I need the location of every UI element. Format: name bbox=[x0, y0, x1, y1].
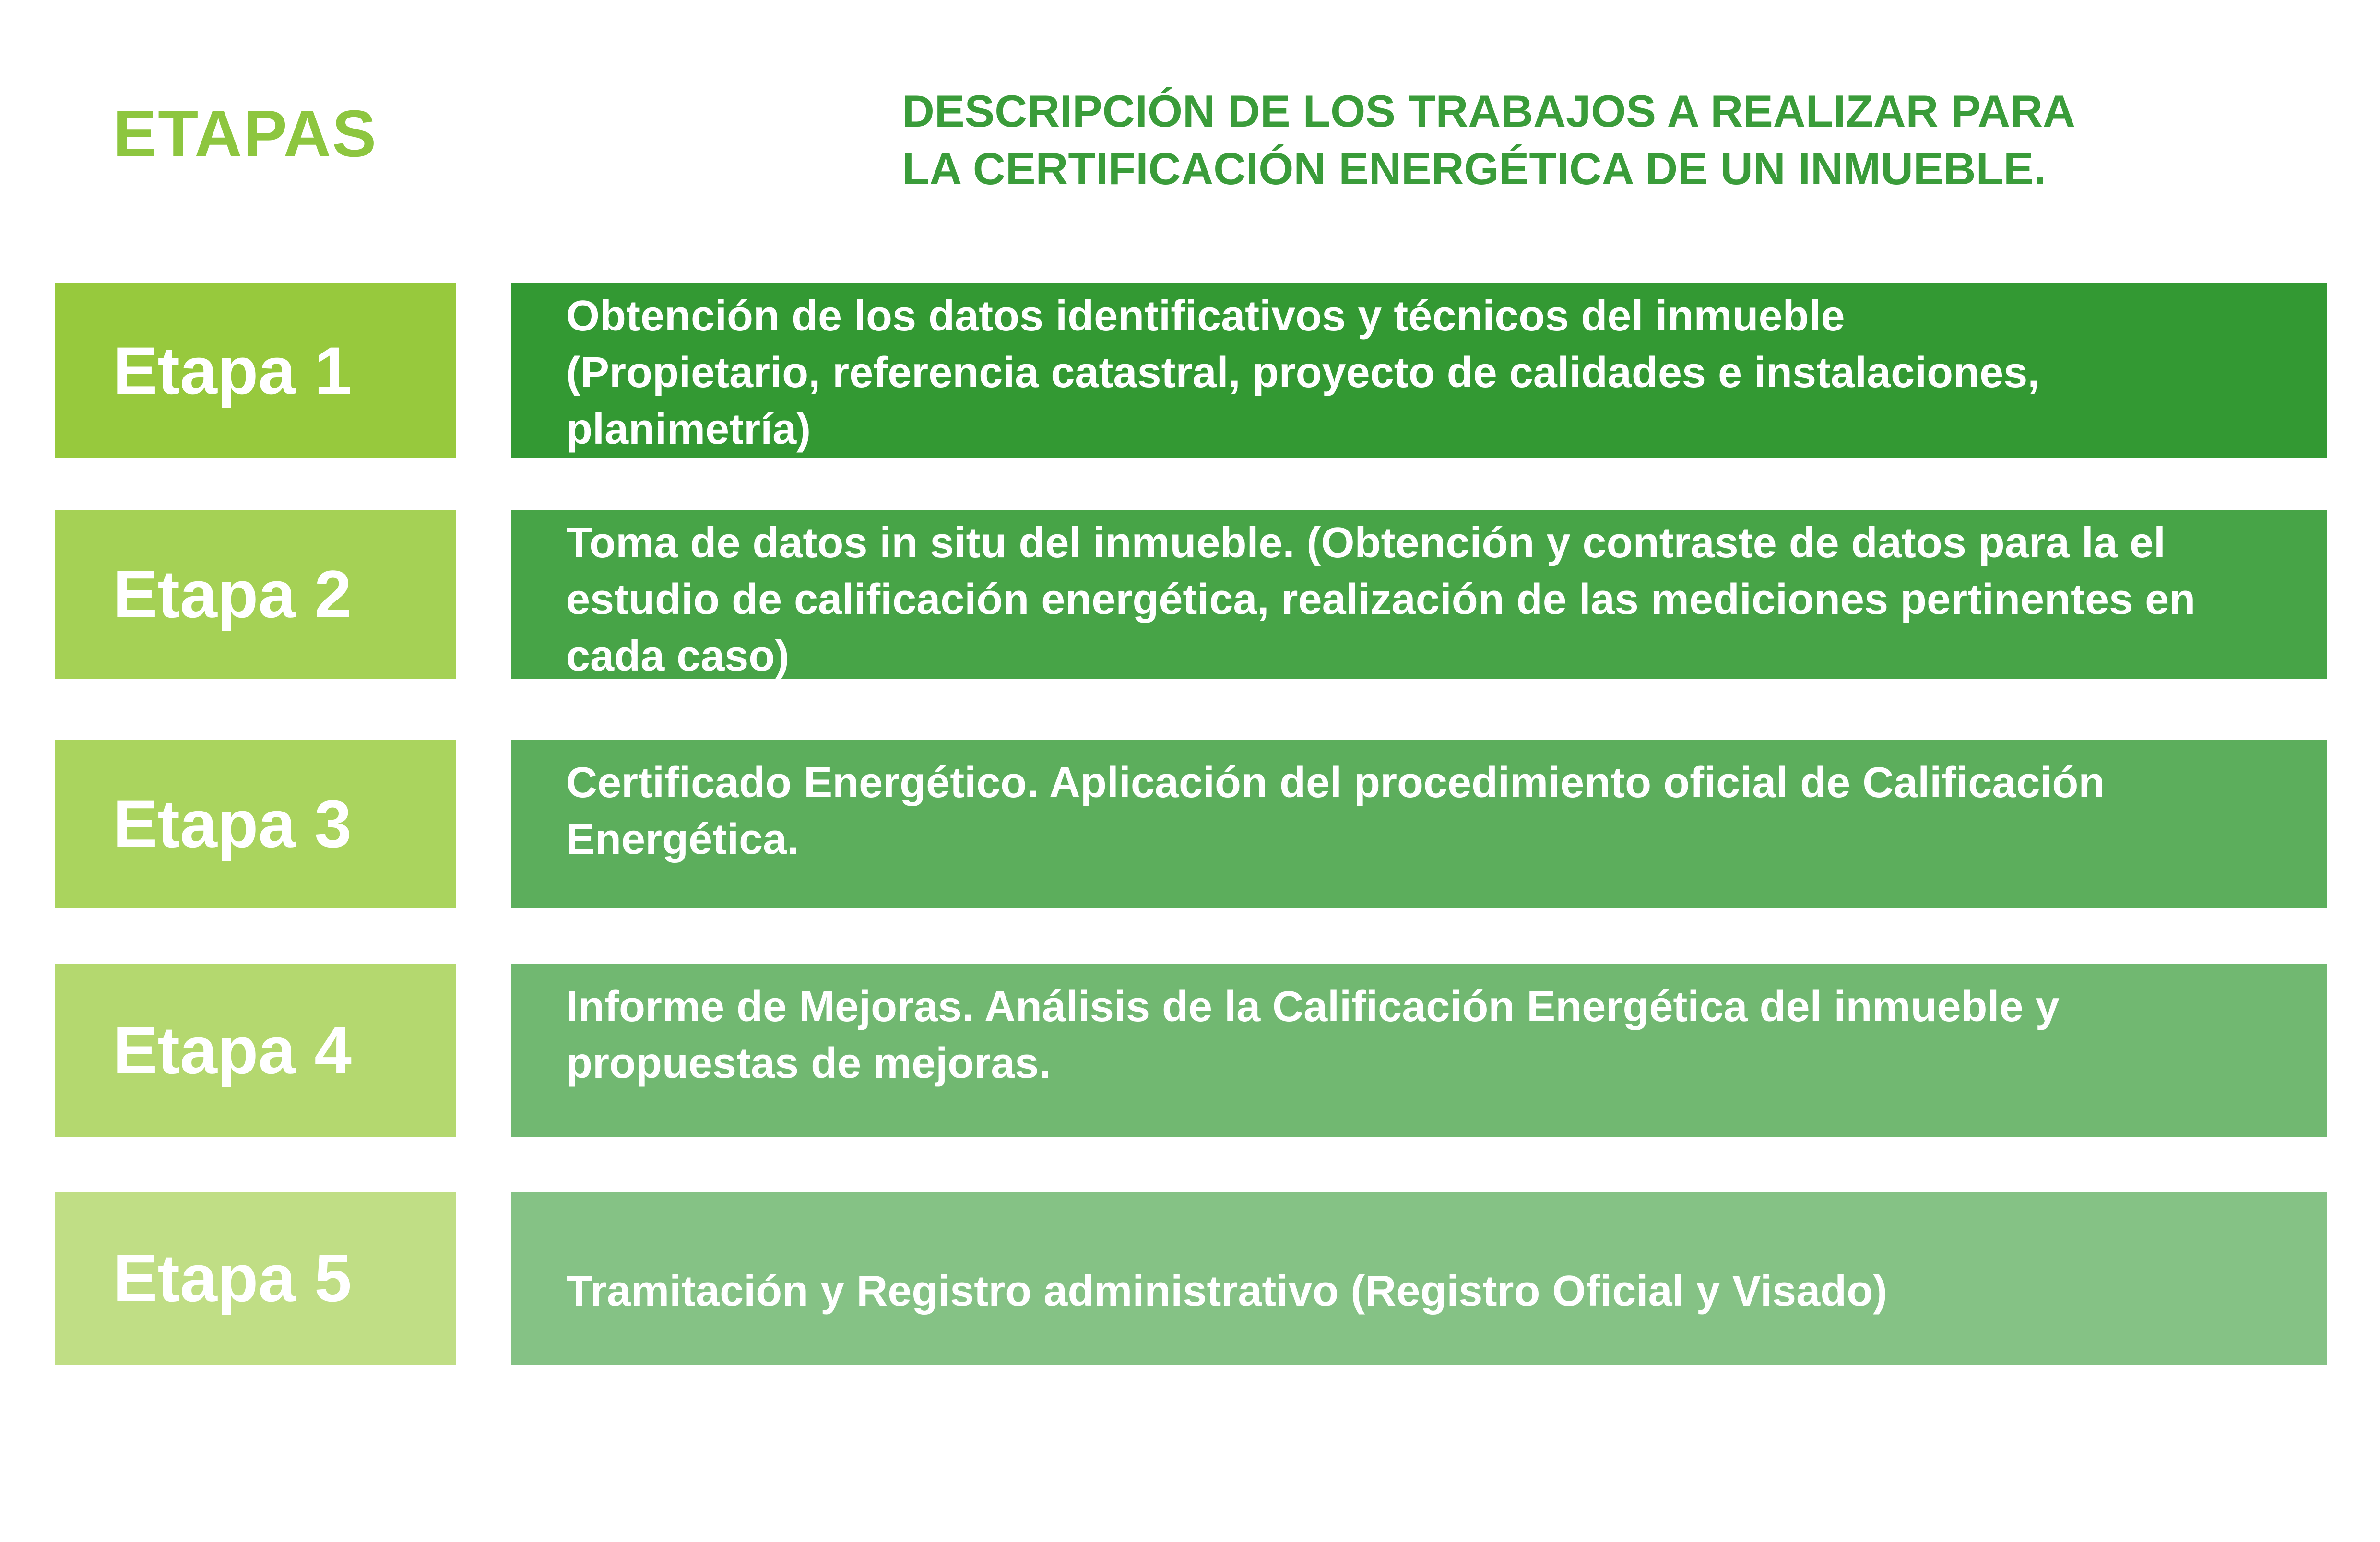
description-line: (Propietario, referencia catastral, proyecto de calidades e instalaciones, bbox=[566, 349, 2040, 397]
description-line: planimetría) bbox=[566, 405, 811, 453]
stages-title: ETAPAS bbox=[113, 97, 378, 171]
description-line: Informe de Mejoras. Análisis de la Calificación Energética del inmueble y bbox=[566, 983, 2060, 1031]
description-text-4 bbox=[566, 978, 2298, 1092]
description-box-1 bbox=[511, 283, 2327, 458]
description-title-line-2: LA CERTIFICACIÓN ENERGÉTICA DE UN INMUEBLE. bbox=[902, 143, 2046, 194]
description-box-3 bbox=[511, 740, 2327, 908]
stage-label-1: Etapa 1 bbox=[113, 332, 352, 408]
description-text-5 bbox=[566, 1263, 2298, 1319]
description-line: propuestas de mejoras. bbox=[566, 1039, 1051, 1087]
description-line: estudio de calificación energética, realización de las mediciones pertinentes en bbox=[566, 576, 2196, 624]
description-box-5 bbox=[511, 1192, 2327, 1365]
description-line: Obtención de los datos identificativos y técnicos del inmueble bbox=[566, 292, 1845, 340]
stage-box-4 bbox=[55, 964, 456, 1137]
stage-label-3: Etapa 3 bbox=[113, 786, 352, 861]
description-title bbox=[902, 82, 2149, 198]
description-line: cada caso) bbox=[566, 632, 790, 680]
stage-box-1 bbox=[55, 283, 456, 458]
description-text-2 bbox=[566, 515, 2298, 684]
description-line: Energética. bbox=[566, 815, 799, 863]
description-text-3 bbox=[566, 754, 2298, 868]
stage-label-2: Etapa 2 bbox=[113, 556, 352, 632]
stage-row-4 bbox=[55, 964, 2327, 1137]
stage-row-1 bbox=[55, 283, 2327, 458]
stage-box-5 bbox=[55, 1192, 456, 1365]
description-box-2 bbox=[511, 510, 2327, 679]
description-box-4 bbox=[511, 964, 2327, 1137]
description-line: Toma de datos in situ del inmueble. (Obtención y contraste de datos para la el bbox=[566, 519, 2166, 567]
stage-box-2 bbox=[55, 510, 456, 679]
description-text-1 bbox=[566, 288, 2298, 458]
stage-row-3 bbox=[55, 740, 2327, 908]
stage-row-5 bbox=[55, 1192, 2327, 1365]
stage-label-4: Etapa 4 bbox=[113, 1012, 352, 1088]
description-line: Tramitación y Registro administrativo (Registro Oficial y Visado) bbox=[566, 1267, 1888, 1315]
description-title-line-1: DESCRIPCIÓN DE LOS TRABAJOS A REALIZAR PARA bbox=[902, 86, 2075, 136]
stage-box-3 bbox=[55, 740, 456, 908]
stage-row-2 bbox=[55, 510, 2327, 679]
description-line: Certificado Energético. Aplicación del procedimiento oficial de Calificación bbox=[566, 759, 2105, 807]
stage-label-5: Etapa 5 bbox=[113, 1240, 352, 1316]
